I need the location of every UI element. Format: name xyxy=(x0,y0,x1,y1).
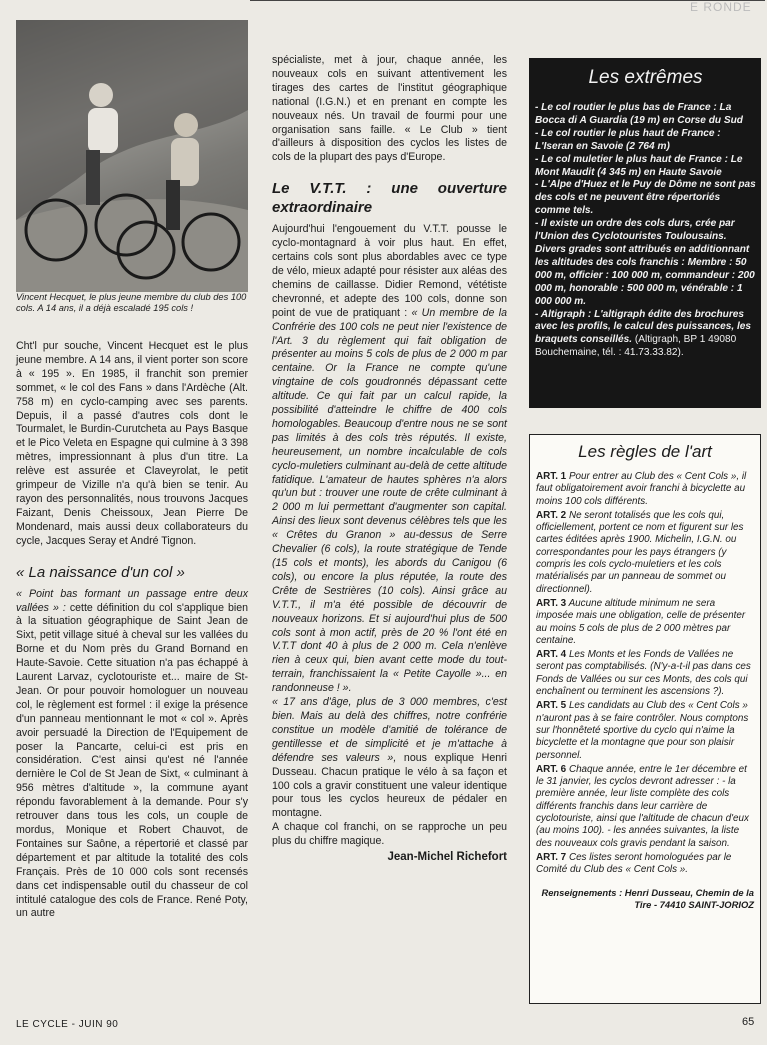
rule-item xyxy=(536,471,754,508)
rule-label: ART. 5 xyxy=(536,700,567,712)
paragraph xyxy=(272,223,507,696)
list-item: - Il existe un ordre des cols durs, crée par l'Union des Cyclotouristes Toulousains. Divers grades sont attribués en additionnant les altitudes des cols franchis : Membre : 50 000 m, officier : 100 000 m, commandeur : 200 000 m, honorable : 500 000 m, vénérable : 1 000 000 m. xyxy=(535,218,756,308)
rule-text: Ne seront totalisés que les cols qui, officiellement, portent ce nom et figurent sur les cartes éditées après 1900. Michelin, I.G.N. ou correspondantes pour les pays étrangers (y compris les cols cyclo-muletiers et les cols matérialisés par un panneau de sommet ou directionnel). xyxy=(536,509,744,595)
cyclists-photo xyxy=(16,20,248,292)
list-item: - Le col muletier le plus haut de France : Le Mont Maudit (4 345 m) en Haute Savoie xyxy=(535,154,756,180)
top-rule xyxy=(250,0,765,1)
rule-item xyxy=(536,649,754,698)
contact-info: Renseignements : Henri Dusseau, Chemin de la Tire - 74410 SAINT-JORIOZ xyxy=(541,886,754,910)
rule-item xyxy=(536,598,754,647)
subheading: Le V.T.T. : une ouverture extraordinaire xyxy=(272,180,507,217)
rule-item xyxy=(536,852,754,877)
paragraph: Cht'l pur souche, Vincent Hecquet est le plus jeune membre. A 14 ans, il vient porter son score à « 195 ». En 1985, il franchit son premier sommet, « le col des Fans » dans l'Ardèche (Alt. 758 m) en cyclo-camping avec ses parents. Depuis, il a passé d'autres cols dont le Tourmalet, le Burdin-Curutcheta au Pays Basque et le Pico Veleta en Espagne qui culmine à 3 398 mètres, impressionnant à plus d'un titre. La relève est assurée et Claveyrolat, le petit grimpeur de Vizille n'a qu'à bien se tenir. Au rayon des personnalités, nous trouvons Jacques Faizant, Denis Cheissoux, Jean Pierre De Mondenard, mais aussi deux collaborateurs du cycle, Jacques Seray et André Tignon. xyxy=(16,340,248,547)
rule-text: Les candidats au Club des « Cent Cols » n'auront pas à se faire contrôler. Nous comptons sur l'honnêteté sportive du cyclo qui n'aime la bicyclette et la montagne que pour son plaisir personnel. xyxy=(536,700,749,761)
footer-publication: LE CYCLE - JUIN 90 xyxy=(16,1019,119,1030)
rule-label: ART. 7 xyxy=(536,851,567,863)
rule-item xyxy=(536,700,754,761)
rule-text: Chaque année, entre le 1er décembre et le 31 janvier, les cyclos devront adresser : - la première année, leur liste complète des cols différents franchis dans leur carrière de cyclotouriste, ainsi que l'altitude de chacun d'eux (au moins 100). - les années suivantes, la liste des nouveaux cols gravis pendant la saison. xyxy=(536,763,749,849)
article-column-2 xyxy=(272,54,507,865)
rules-box xyxy=(529,434,761,1004)
extremes-list xyxy=(535,102,756,360)
rule-item xyxy=(536,510,754,596)
rule-text: Ces listes seront homologuées par le Comité du Club des « Cent Cols ». xyxy=(536,851,732,876)
extremes-title: Les extrêmes xyxy=(588,67,703,88)
author-signature: Jean-Michel Richefort xyxy=(387,851,507,864)
paragraph xyxy=(16,588,248,922)
list-item: - Le col routier le plus bas de France : La Bocca di A Guardia (19 m) en Corse du Sud xyxy=(535,102,756,128)
extremes-box xyxy=(529,58,761,408)
running-head: E RONDE xyxy=(690,0,752,14)
photo-caption: Vincent Hecquet, le plus jeune membre du club des 100 cols. A 14 ans, il a déjà escaladé 195 cols ! xyxy=(16,292,247,313)
rule-text: Aucune altitude minimum ne sera imposée mais une obligation, celle de présenter au moins 5 cols de plus de 2 000 mètres par centaine. xyxy=(536,597,746,646)
rule-label: ART. 2 xyxy=(536,509,567,521)
rule-text: Pour entrer au Club des « Cent Cols », il faut obligatoirement avoir franchi à bicyclette au moins 100 cols différents. xyxy=(536,471,747,507)
article-column-1 xyxy=(16,340,248,921)
paragraph-text: nous explique Henri Dusseau. Chacun pratique le vélo à sa façon et 100 cols a gravir constituent une valeur identique pour tous les cyclos heureux de pédaler en montagne. xyxy=(272,751,507,820)
definition-quote: « Point bas formant un passage entre deux vallées » : xyxy=(16,587,248,614)
rule-label: ART. 1 xyxy=(536,471,567,482)
rules-title: Les règles de l'art xyxy=(578,442,712,461)
list-item: - L'Alpe d'Huez et le Puy de Dôme ne sont pas des cols et ne peuvent être répertoriés comme tels. xyxy=(535,179,756,218)
paragraph xyxy=(272,696,507,821)
altigraph-address: (Altigraph, BP 1 49080 Bouchemaine, tél. : 41.73.33.82). xyxy=(535,334,737,359)
paragraph: A chaque col franchi, on se rapproche un peu plus du chiffre magique. xyxy=(272,821,507,848)
page-number: 65 xyxy=(742,1016,755,1028)
rule-text: Les Monts et les Fonds de Vallées ne seront pas comptabilisés. (N'y-a-t-il pas dans ces Fonds de Vallées ou sur ces Monts, des cols qui enchaînent ou terminent les ascensions ?). xyxy=(536,649,751,698)
quote: « 17 ans d'âge, plus de 3 000 membres, c'est bien. Mais au delà des chiffres, notre confrérie constitue un modèle d'amitié de tolérance de gentillesse et de simplicité et je m'attache à défendre ses valeurs », xyxy=(272,696,507,764)
quote: « Un membre de la Confrérie des 100 cols ne peut nier l'existence de l'Art. 3 du règlement qui fait obligation de présenter au moins 5 cols de plus de 2 000 m par centaine. Or la France ne compte qu'une vingtaine de cols goudronnés dépassant cette altitude. Ce qui fait par un calcul rapide, la possibilité d'atteindre le chiffre de 400 cols homologables. Beaucoup d'entre nous ne se sont pas limités à des cols très réputés. Il existe, heureusement, un nombre incalculable de cols cyclo-muletiers culminant au-delà de cette altitude fatidique. L'amateur de hautes sphères n'a alors qu'un but : trouver une route de crête culminant à 2 000 m lui permettant d'augmenter son capital. Ainsi des lieux sont devenus célèbres tels que les « Crêtes du Granon » au-dessus de Serre Chevalier (6 cols), la route stratégique de Tende (15 cols et monts), les abords du Canigou (6 cols), ou encore la plus réputée, la route des Crête de Sestrières (10 cols). Ainsi grâce au V.T.T., il m'a été possible de découvrir de nouveaux horizons. Et si aujourd'hui plus de 500 cols sont à mon actif, près de 20 % l'ont été en V.T.T dont 40 à plus de 2 000 m. Cela n'enlève rien à ceux qui, bien avant cette mode du tout-terrain, franchissaient la « Petite Cayolle »... en randonneuse ! ». xyxy=(272,306,507,695)
paragraph-text: Aujourd'hui l'engouement du V.T.T. pousse le cyclo-montagnard à voir plus haut. En effet, certains cols sont plus abordables avec ce type de vélo, mieux adapté pour résister aux aléas des chemins de caillasse. Didier Remond, vététiste chevronné, et adepte des 100 cols, donne son point de vue de pratiquant : xyxy=(272,223,507,319)
rule-label: ART. 4 xyxy=(536,649,567,661)
rule-label: ART. 3 xyxy=(536,597,567,609)
list-item: - Le col routier le plus haut de France : L'Iseran en Savoie (2 764 m) xyxy=(535,128,756,154)
list-item xyxy=(535,309,756,361)
paragraph: spécialiste, met à jour, chaque année, les nouveaux cols en suivant attentivement les tirages des cartes de l'institut géographique national (I.G.N.) et en prenant en compte les nouveaux nés. Un travail de fourmi pour une organisation sans faille. « Le Club » tient d'ailleurs à disposition des cyclos les listes de cols de la plupart des pays d'Europe. xyxy=(272,54,507,164)
rule-label: ART. 6 xyxy=(536,763,567,775)
paragraph-text: cette définition du col s'applique bien à la situation géographique de Saint Jean de Sixt, petit village situé à cheval sur les vallées du Borne et du Nom près du Grand Bornand en Haute-Savoie. Cette situation n'a pas échappé à Laurent Larvaz, cyclotouriste et... maire de St-Jean. Or pour pouvoir homologuer un nouveau col, le règlement est formel : il exige la présence d'un panneau mentionnant le mot « col ». Après avoir persuadé la Direction de l'Equipement de poser la Pancarte, celui-ci est pris en considération. C'est ainsi qu'est né l'année dernière le Col de St Jean de Sixt, « culminant à 956 mètres d'altitude », la commune ayant répondu favorablement à la demande. Pour s'y retrouver dans tous les cols, un couple de mordus, Monique et Robert Chauvot, de Fontaines sur Saône, a répertorié et classé par département et par altitude la totalité des cols Français. Près de 10 000 cols sont recensés dans cet indispensable outil du chasseur de col intitulé catalogue des cols de France. René Poty, un autre xyxy=(16,601,249,920)
rule-item xyxy=(536,764,754,850)
subheading: « La naissance d'un col » xyxy=(16,563,185,581)
list-item-text: Altigraph : L'altigraph édite des brochures avec les profils, le calcul des puissances, les braquets conseillés. xyxy=(535,308,752,346)
